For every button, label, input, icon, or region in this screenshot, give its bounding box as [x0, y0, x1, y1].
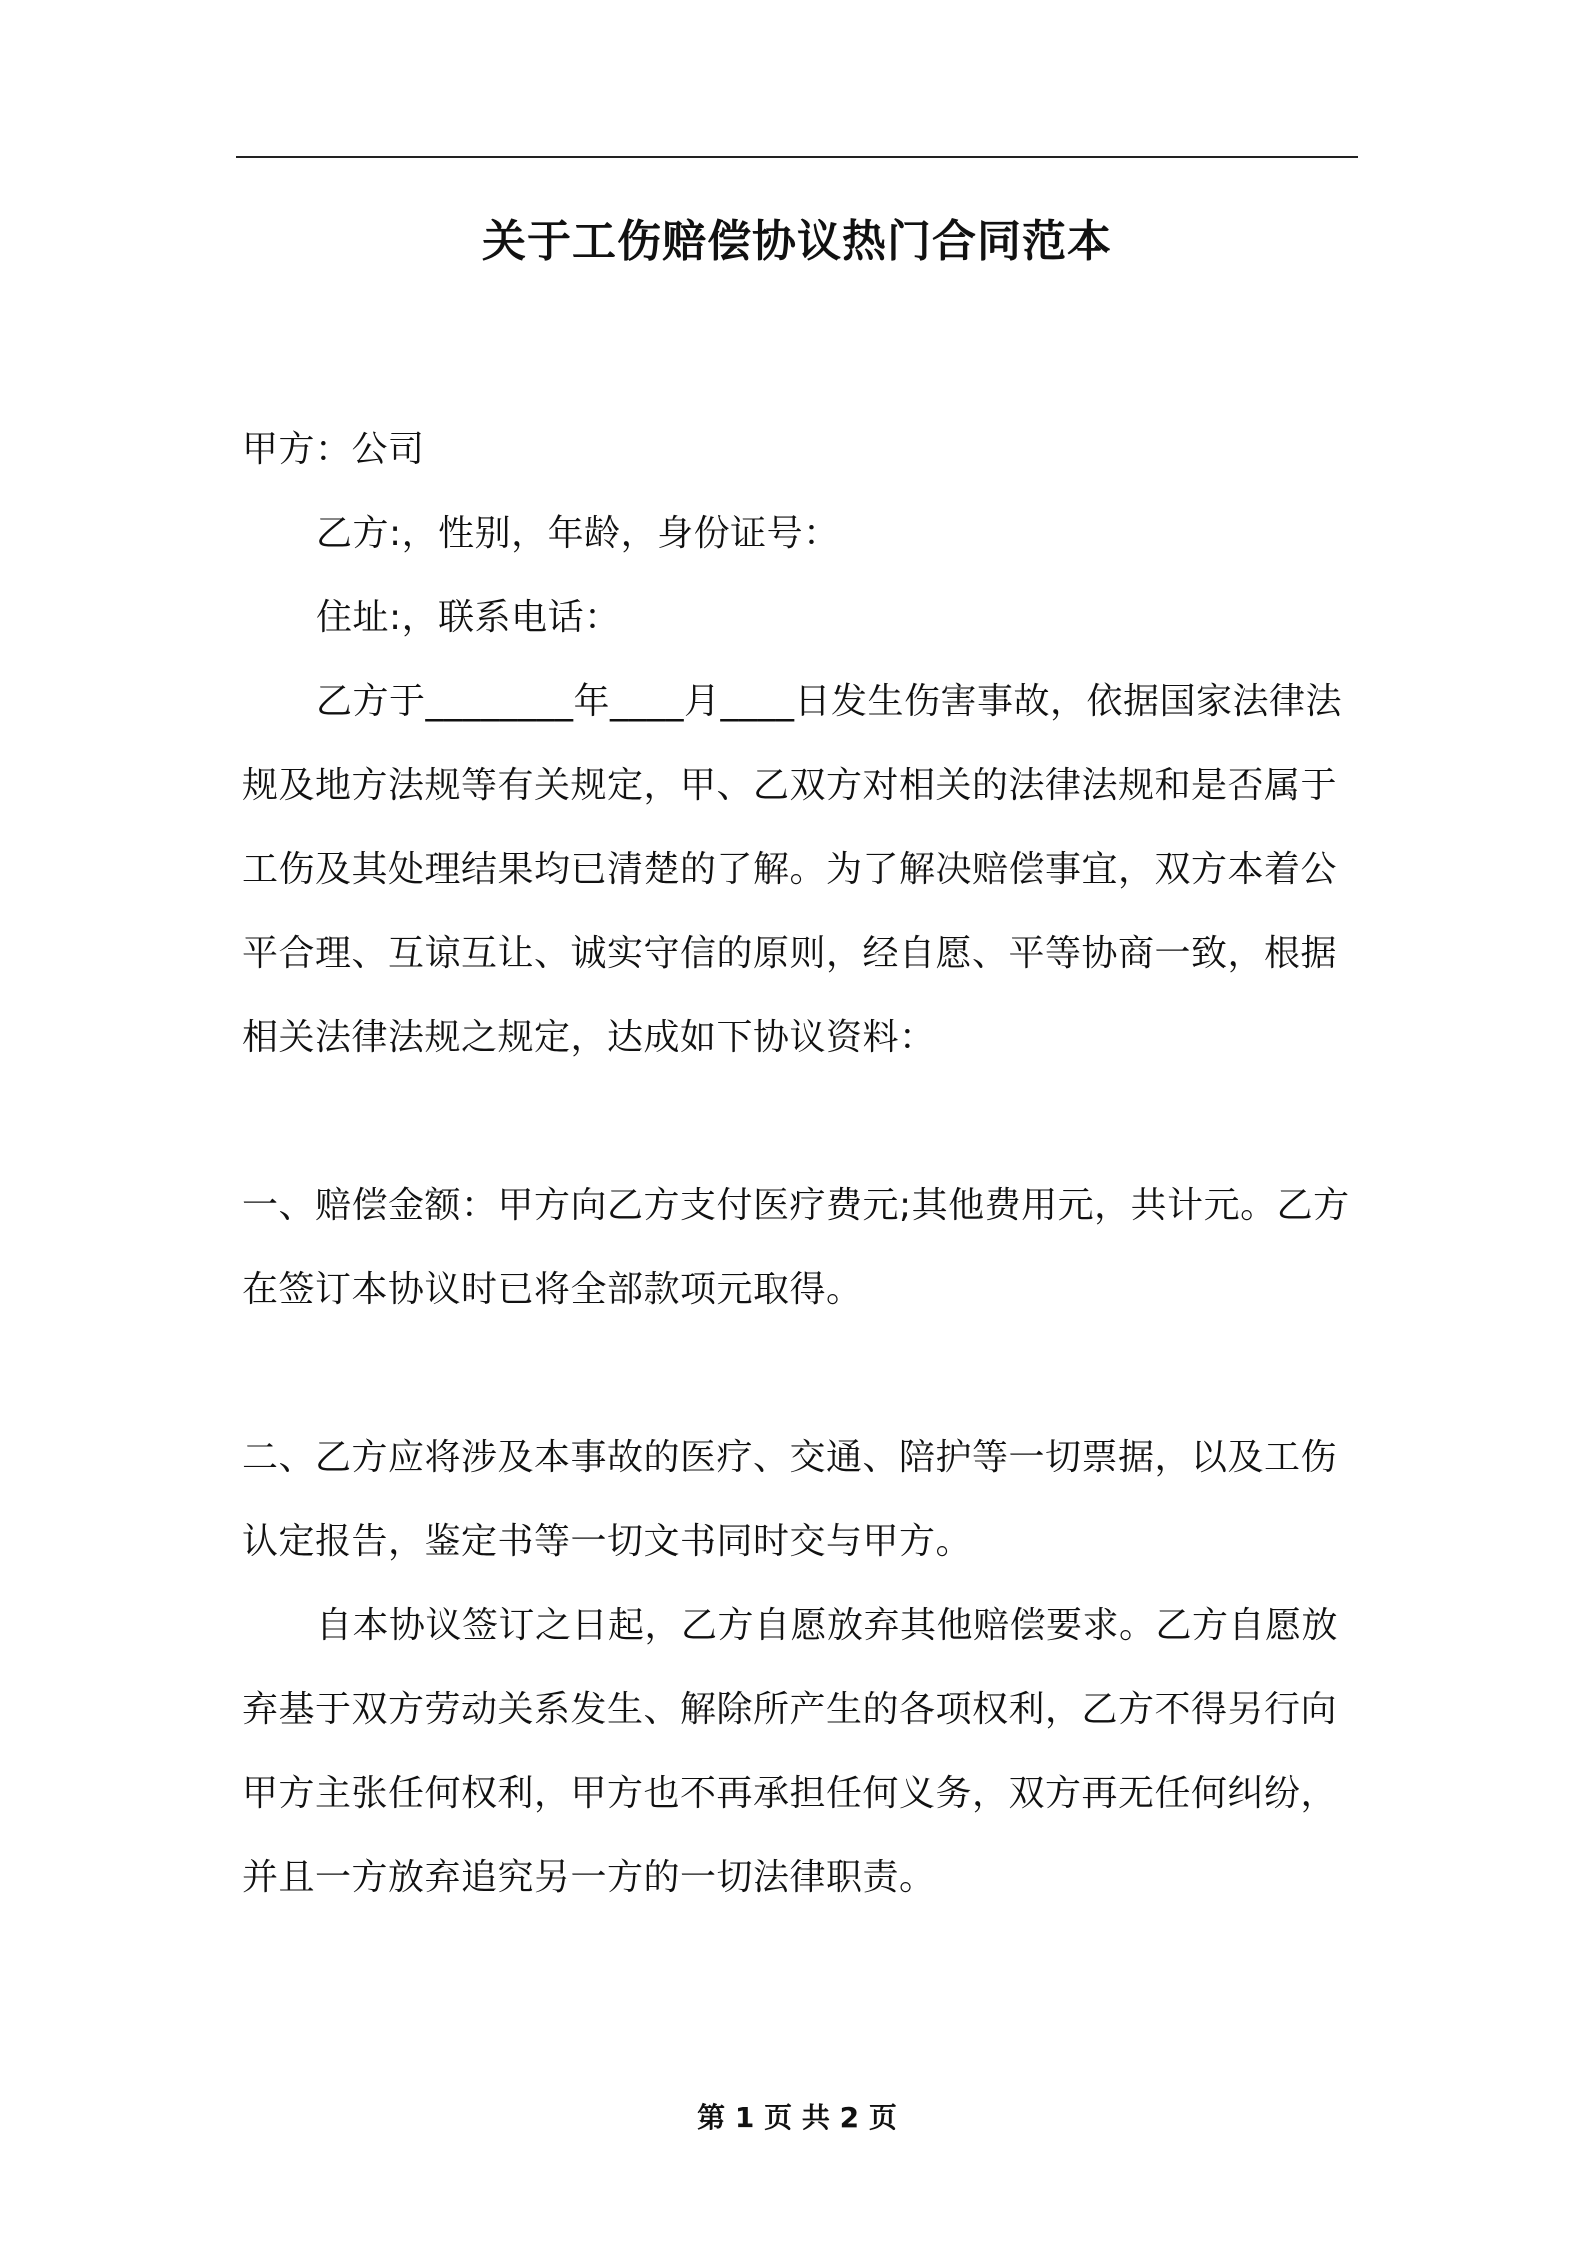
header-rule [236, 156, 1358, 158]
document-title: 关于工伤赔偿协议热门合同范本 [482, 216, 1112, 267]
address-line: 住址:，联系电话： [316, 597, 621, 638]
party-a-line: 甲方：公司 [242, 429, 425, 470]
waiver-paragraph: 自本协议签订之日起，乙方自愿放弃其他赔偿要求。乙方自愿放弃基于双方劳动关系发生、解除所产生的各项权利，乙方不得另行向甲方主张任何权利，甲方也不再承担任何义务，双方再无任何纠纷，并且一方放弃追究另一方的一切法律职责。 [242, 1605, 1339, 1898]
clause-1: 一、赔偿金额：甲方向乙方支付医疗费元;其他费用元，共计元。乙方在签订本协议时已将全部款项元取得。 [242, 1185, 1350, 1310]
intro-paragraph: 乙方于________年____月____日发生伤害事故，依据国家法律法规及地方法规等有关规定，甲、乙双方对相关的法律法规和是否属于工伤及其处理结果均已清楚的了解。为了解决赔偿事宜，双方本着公平合理、互谅互让、诚实守信的原则，经自愿、平等协商一致，根据相关法律法规之规定，达成如下协议资料： [242, 681, 1343, 1058]
party-b-line: 乙方:，性别，年龄，身份证号： [316, 513, 840, 554]
clause-2: 二、乙方应将涉及本事故的医疗、交通、陪护等一切票据，以及工伤认定报告，鉴定书等一切文书同时交与甲方。 [242, 1437, 1338, 1562]
page-number: 第 1 页 共 2 页 [697, 2101, 897, 2134]
document-body [242, 408, 1360, 1920]
